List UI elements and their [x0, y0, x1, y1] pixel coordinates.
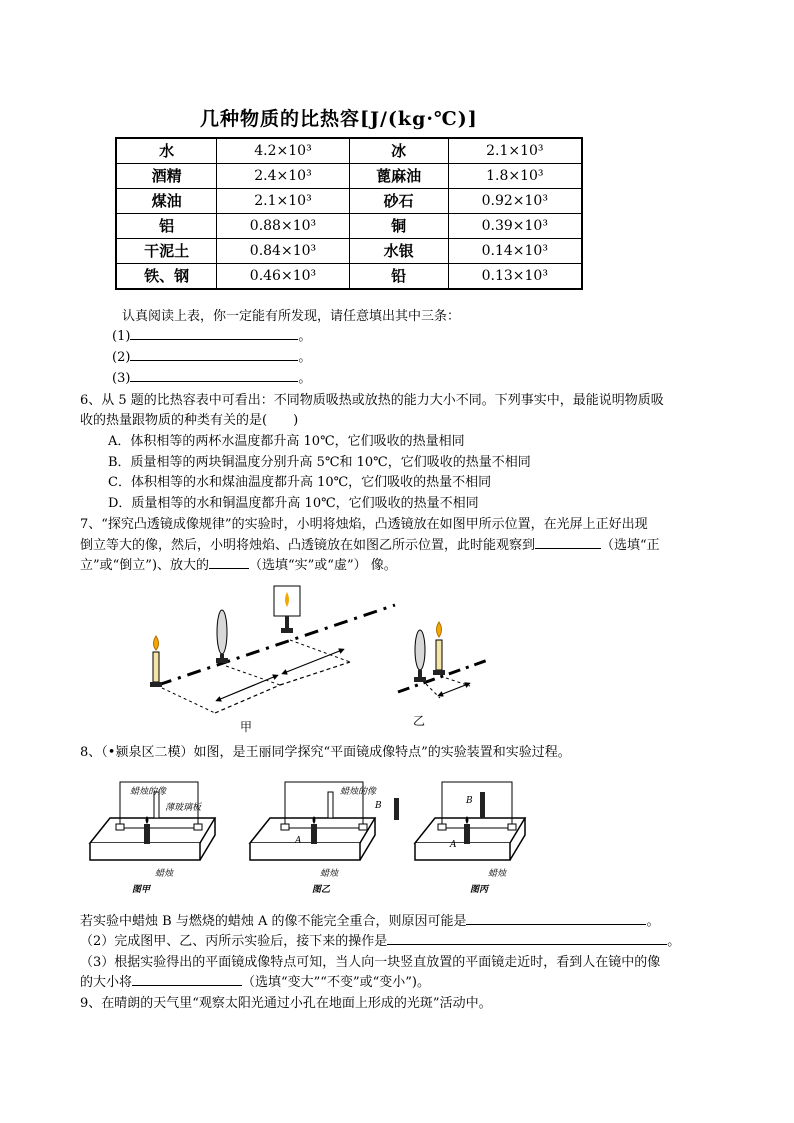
- table-cell: 铁、钢: [116, 264, 217, 290]
- period: 。: [646, 914, 660, 929]
- q7-line-1: 7、“探究凸透镜成像规律”的实验时，小明将烛焰，凸透镜放在如图甲所示位置，在光屏上正好出现: [80, 517, 648, 532]
- table-cell: 2.1×10³: [448, 138, 582, 164]
- table-cell: 0.46×10³: [217, 264, 349, 290]
- table-cell: 煤油: [116, 189, 217, 214]
- q7-text: （选填“实”或“虚”） 像。: [249, 558, 397, 573]
- q5-item-label: (3): [112, 371, 131, 386]
- lens-experiment-figure: [140, 580, 500, 740]
- q6-option-d[interactable]: D．质量相等的水和铜温度都升高 10℃，它们吸收的热量不相同: [108, 496, 479, 511]
- table-cell: 2.1×10³: [217, 189, 349, 214]
- label-b: B: [466, 796, 473, 806]
- period: 。: [298, 350, 312, 365]
- table-cell: 铝: [116, 214, 217, 239]
- q5-prompt: 认真阅读上表，你一定能有所发现，请任意填出其中三条：: [122, 309, 461, 324]
- mirror-setup-bing: [415, 782, 525, 860]
- table-cell: 0.13×10³: [448, 264, 582, 290]
- table-cell: 0.88×10³: [217, 214, 349, 239]
- table-row: [116, 189, 582, 214]
- q8-text: （2）完成图甲、乙、丙所示实验后，接下来的操作是: [80, 934, 388, 949]
- q5-answer-3: [112, 368, 311, 389]
- candle-icon: [150, 636, 162, 687]
- figure-label-jia: 甲: [240, 720, 253, 734]
- label-fig-b: 图乙: [312, 885, 331, 895]
- q8-text: 的大小将: [80, 975, 133, 990]
- q7-line-2: [80, 535, 660, 556]
- q6-option-c[interactable]: C．体积相等的水和煤油温度都升高 10℃，它们吸收的热量不相同: [108, 475, 492, 490]
- q8-sub-3-line-1: （3）根据实验得出的平面镜成像特点可知，当人向一块竖直放置的平面镜走近时，看到人在镜中的像: [80, 955, 661, 970]
- table-cell: 4.2×10³: [217, 138, 349, 164]
- answer-blank[interactable]: [466, 911, 646, 925]
- table-cell: 1.8×10³: [448, 164, 582, 189]
- label-a: A: [450, 840, 457, 850]
- table-cell: 铅: [349, 264, 448, 290]
- table-cell: 水: [116, 138, 217, 164]
- answer-blank[interactable]: [535, 535, 601, 549]
- label-candle: 蜡烛: [155, 869, 174, 879]
- specific-heat-table: [115, 137, 583, 290]
- label-b: B: [375, 801, 382, 811]
- convex-lens-icon: [216, 610, 228, 663]
- period: 。: [298, 371, 312, 386]
- period: 。: [298, 329, 312, 344]
- q5-item-label: (1): [112, 329, 131, 344]
- answer-blank[interactable]: [130, 347, 298, 361]
- figure-yi: [398, 622, 488, 698]
- table-cell: 水银: [349, 239, 448, 264]
- q8-text: 若实验中蜡烛 B 与燃烧的蜡烛 A 的像不能完全重合，则原因可能是: [80, 914, 467, 929]
- table-cell: 0.14×10³: [448, 239, 582, 264]
- light-screen-icon: [274, 586, 300, 633]
- table-cell: 0.84×10³: [217, 239, 349, 264]
- table-cell: 0.92×10³: [448, 189, 582, 214]
- answer-blank[interactable]: [209, 555, 249, 569]
- label-a: A: [295, 836, 302, 846]
- q7-text: 立”或“倒立”)、放大的: [80, 558, 210, 573]
- table-cell: 干泥土: [116, 239, 217, 264]
- table-title: 几种物质的比热容[J/(kg·℃)]: [200, 108, 478, 130]
- label-fig-c: 图丙: [470, 885, 489, 895]
- q8-sub-2: [80, 931, 680, 952]
- q5-answer-1: [112, 326, 311, 347]
- mirror-setup-yi: [250, 782, 399, 860]
- answer-blank[interactable]: [132, 972, 242, 986]
- q5-item-label: (2): [112, 350, 131, 365]
- label-candle: 蜡烛: [320, 869, 339, 879]
- table-row: [116, 214, 582, 239]
- table-cell: 0.39×10³: [448, 214, 582, 239]
- table-row: [116, 164, 582, 189]
- q7-text: 倒立等大的像，然后，小明将烛焰、凸透镜放在如图乙所示位置，此时能观察到: [80, 538, 536, 553]
- period: 。: [667, 934, 681, 949]
- q6-line-1: 6、从 5 题的比热容表中可看出：不同物质吸热或放热的能力大小不同。下列事实中，最能说明物质吸: [80, 393, 664, 408]
- answer-blank[interactable]: [130, 326, 298, 340]
- table-cell: 酒精: [116, 164, 217, 189]
- q8-title: 8、（•颍泉区二模）如图，是王丽同学探究“平面镜成像特点”的实验装置和实验过程。: [80, 745, 571, 760]
- label-candle-image: 蜡烛的像: [340, 787, 377, 797]
- candle-icon: [433, 622, 445, 675]
- q8-sub-1: [80, 911, 660, 932]
- answer-blank[interactable]: [387, 931, 667, 945]
- q7-line-3: [80, 555, 397, 576]
- q8-sub-3-line-2: [80, 972, 430, 993]
- table-cell: 冰: [349, 138, 448, 164]
- table-cell: 铜: [349, 214, 448, 239]
- table-cell: 砂石: [349, 189, 448, 214]
- label-glass-plate: 薄玻璃板: [165, 803, 202, 813]
- q9-line: 9、在晴朗的天气里“观察太阳光通过小孔在地面上形成的光斑”活动中。: [80, 996, 492, 1011]
- figure-label-yi: 乙: [413, 714, 426, 728]
- table-row: [116, 264, 582, 290]
- q7-text: （选填“正: [601, 538, 660, 553]
- label-candle: 蜡烛: [488, 869, 507, 879]
- table-row: [116, 239, 582, 264]
- q6-option-a[interactable]: A．体积相等的两杯水温度都升高 10℃，它们吸收的热量相同: [108, 434, 465, 449]
- label-candle-image: 蜡烛的像: [130, 787, 167, 797]
- q8-text: （选填“变大”“不变”或“变小”)。: [242, 975, 430, 990]
- convex-lens-icon: [414, 630, 426, 682]
- label-fig-a: 图甲: [132, 885, 151, 895]
- q6-line-2: 收的热量跟物质的种类有关的是( ): [80, 413, 299, 428]
- figure-jia: [150, 586, 395, 713]
- table-cell: 蓖麻油: [349, 164, 448, 189]
- table-row: [116, 138, 582, 164]
- q5-answer-2: [112, 347, 311, 368]
- answer-blank[interactable]: [130, 368, 298, 382]
- table-cell: 2.4×10³: [217, 164, 349, 189]
- q6-option-b[interactable]: B．质量相等的两块铜温度分别升高 5℃和 10℃，它们吸收的热量不相同: [108, 455, 531, 470]
